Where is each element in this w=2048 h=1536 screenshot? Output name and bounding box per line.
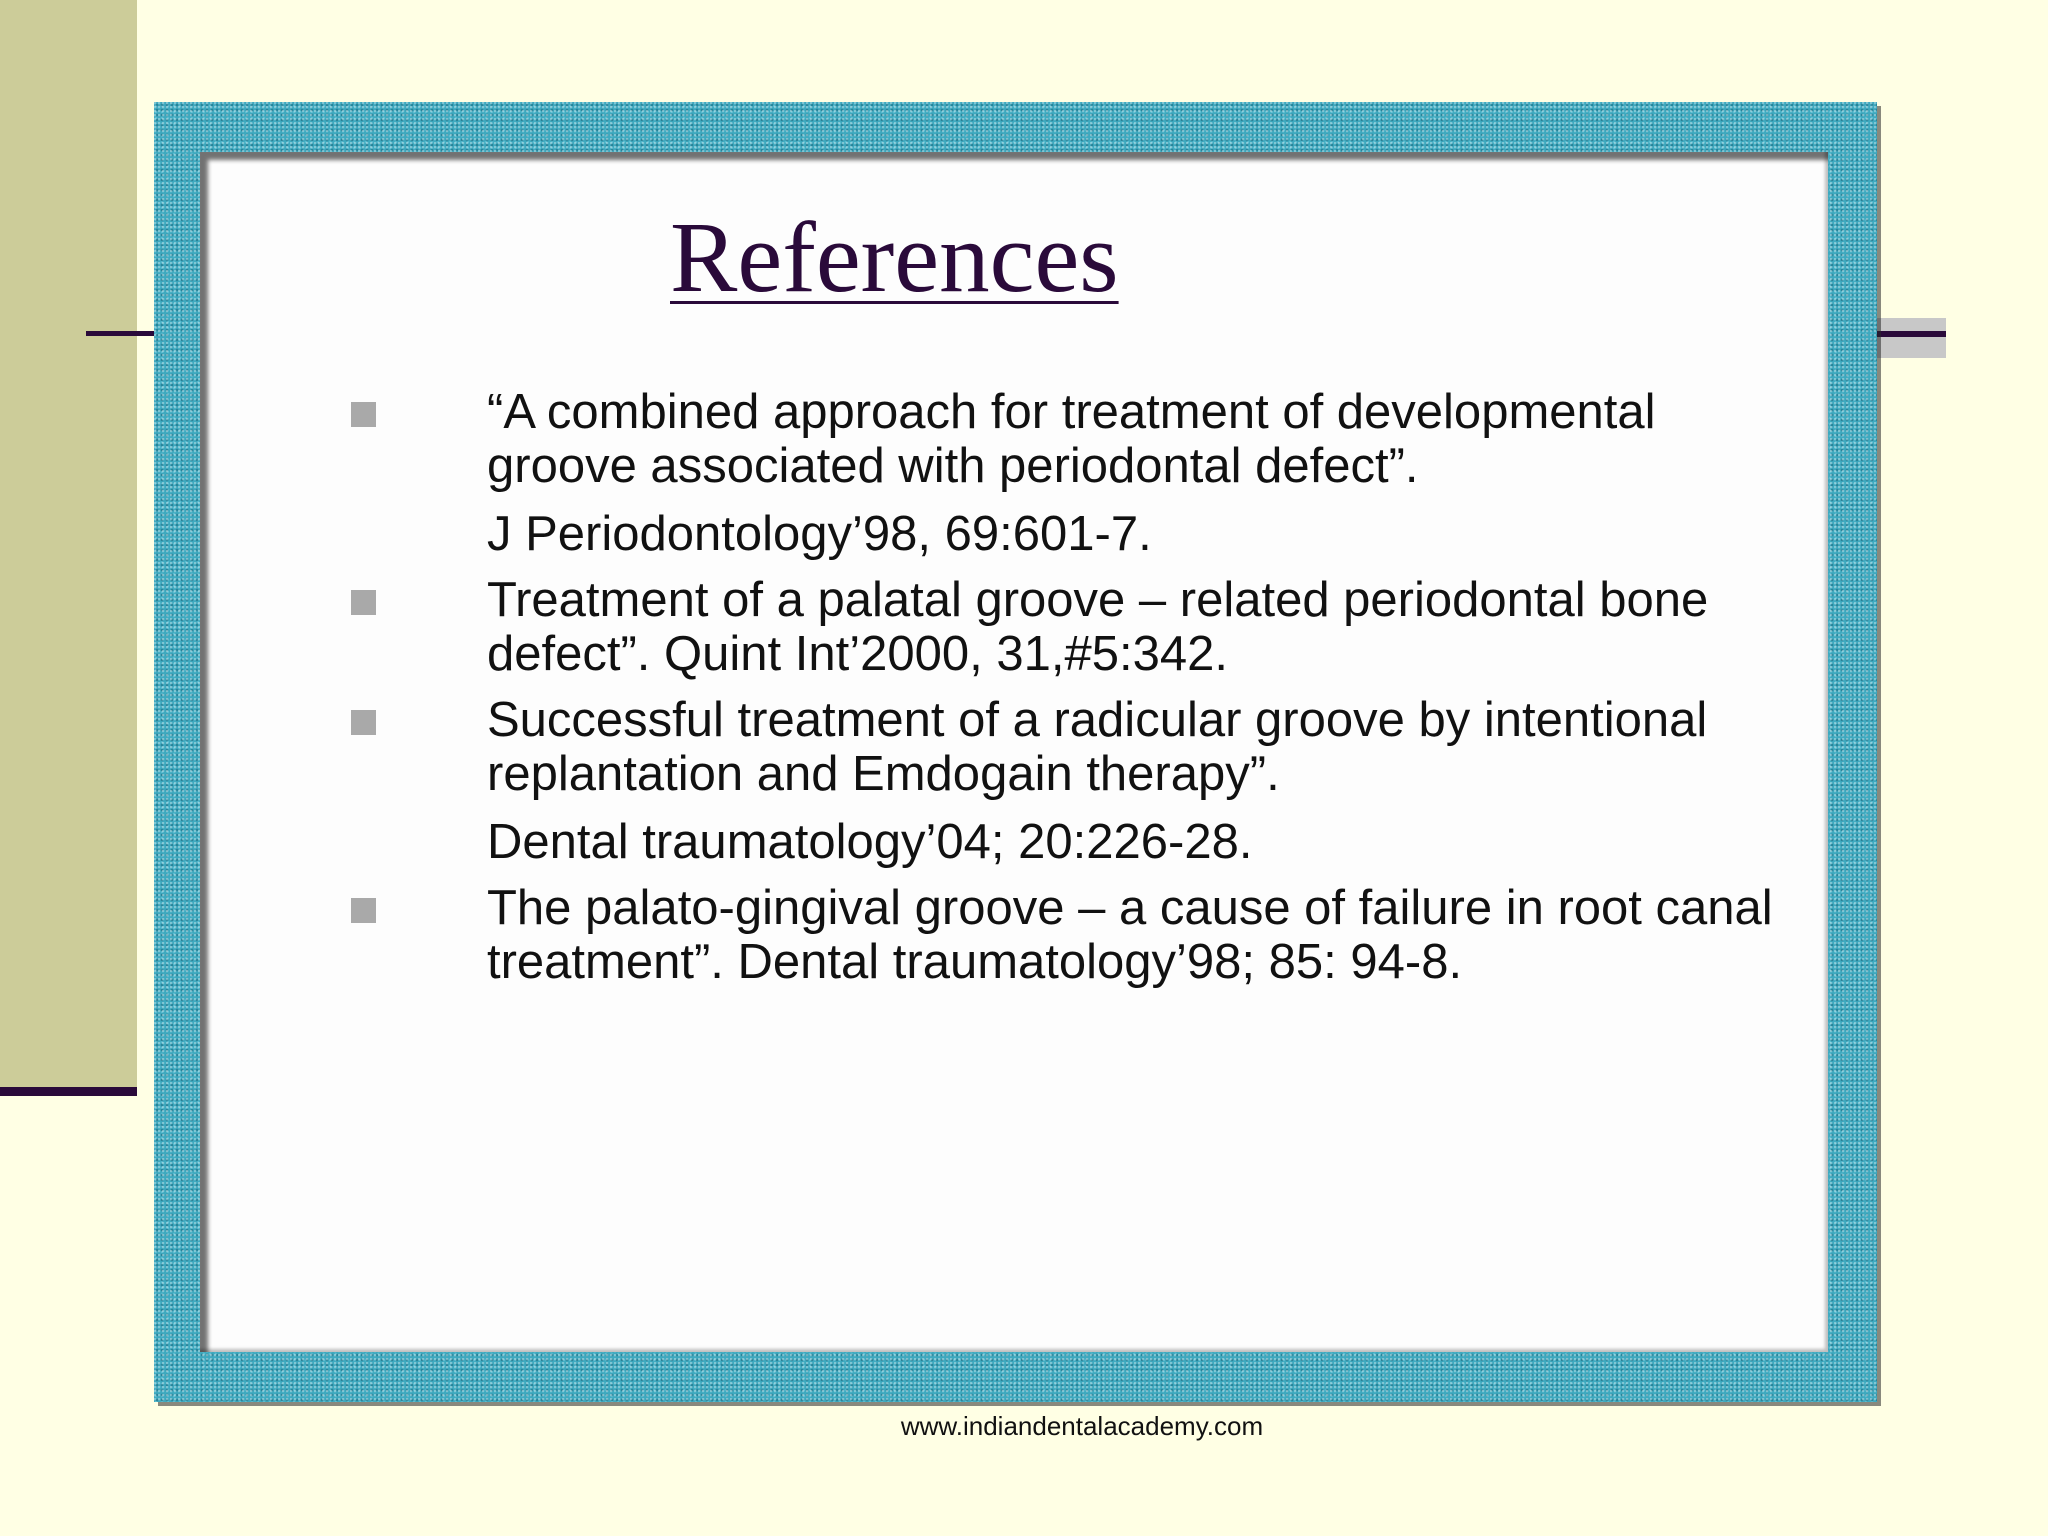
reference-source: Dental traumatology’04; 20:226-28.: [487, 815, 1253, 869]
left-decorative-bar: [0, 0, 137, 1087]
square-bullet-icon: [351, 898, 376, 923]
reference-item: [351, 385, 1791, 561]
reference-source: J Periodontology’98, 69:601-7.: [487, 507, 1152, 561]
slide-frame: [154, 102, 1877, 1402]
square-bullet-icon: [351, 710, 376, 735]
reference-text: The palato-gingival groove – a cause of failure in root canal treatment”. Dental traumatology’98; 85: 94-8.: [487, 881, 1773, 989]
reference-text: Successful treatment of a radicular groove by intentional replantation and Emdogain therapy”.: [487, 693, 1708, 801]
slide-title: References: [670, 201, 1119, 313]
right-accent-block: [1872, 318, 1946, 358]
reference-text: Treatment of a palatal groove – related periodontal bone defect”. Quint Int’2000, 31,#5:342.: [487, 573, 1709, 681]
reference-item: [351, 693, 1791, 869]
reference-text: “A combined approach for treatment of developmental groove associated with periodontal defect”.: [487, 385, 1656, 493]
slide-content-panel: [200, 152, 1828, 1352]
reference-item: [351, 881, 1791, 989]
footer-url: www.indiandentalacademy.com: [900, 1411, 1264, 1441]
reference-item: [351, 573, 1791, 681]
left-bar-underline: [0, 1087, 137, 1096]
square-bullet-icon: [351, 590, 376, 615]
reference-list: [351, 385, 1791, 1001]
right-accent-line: [1872, 331, 1946, 337]
square-bullet-icon: [351, 402, 376, 427]
